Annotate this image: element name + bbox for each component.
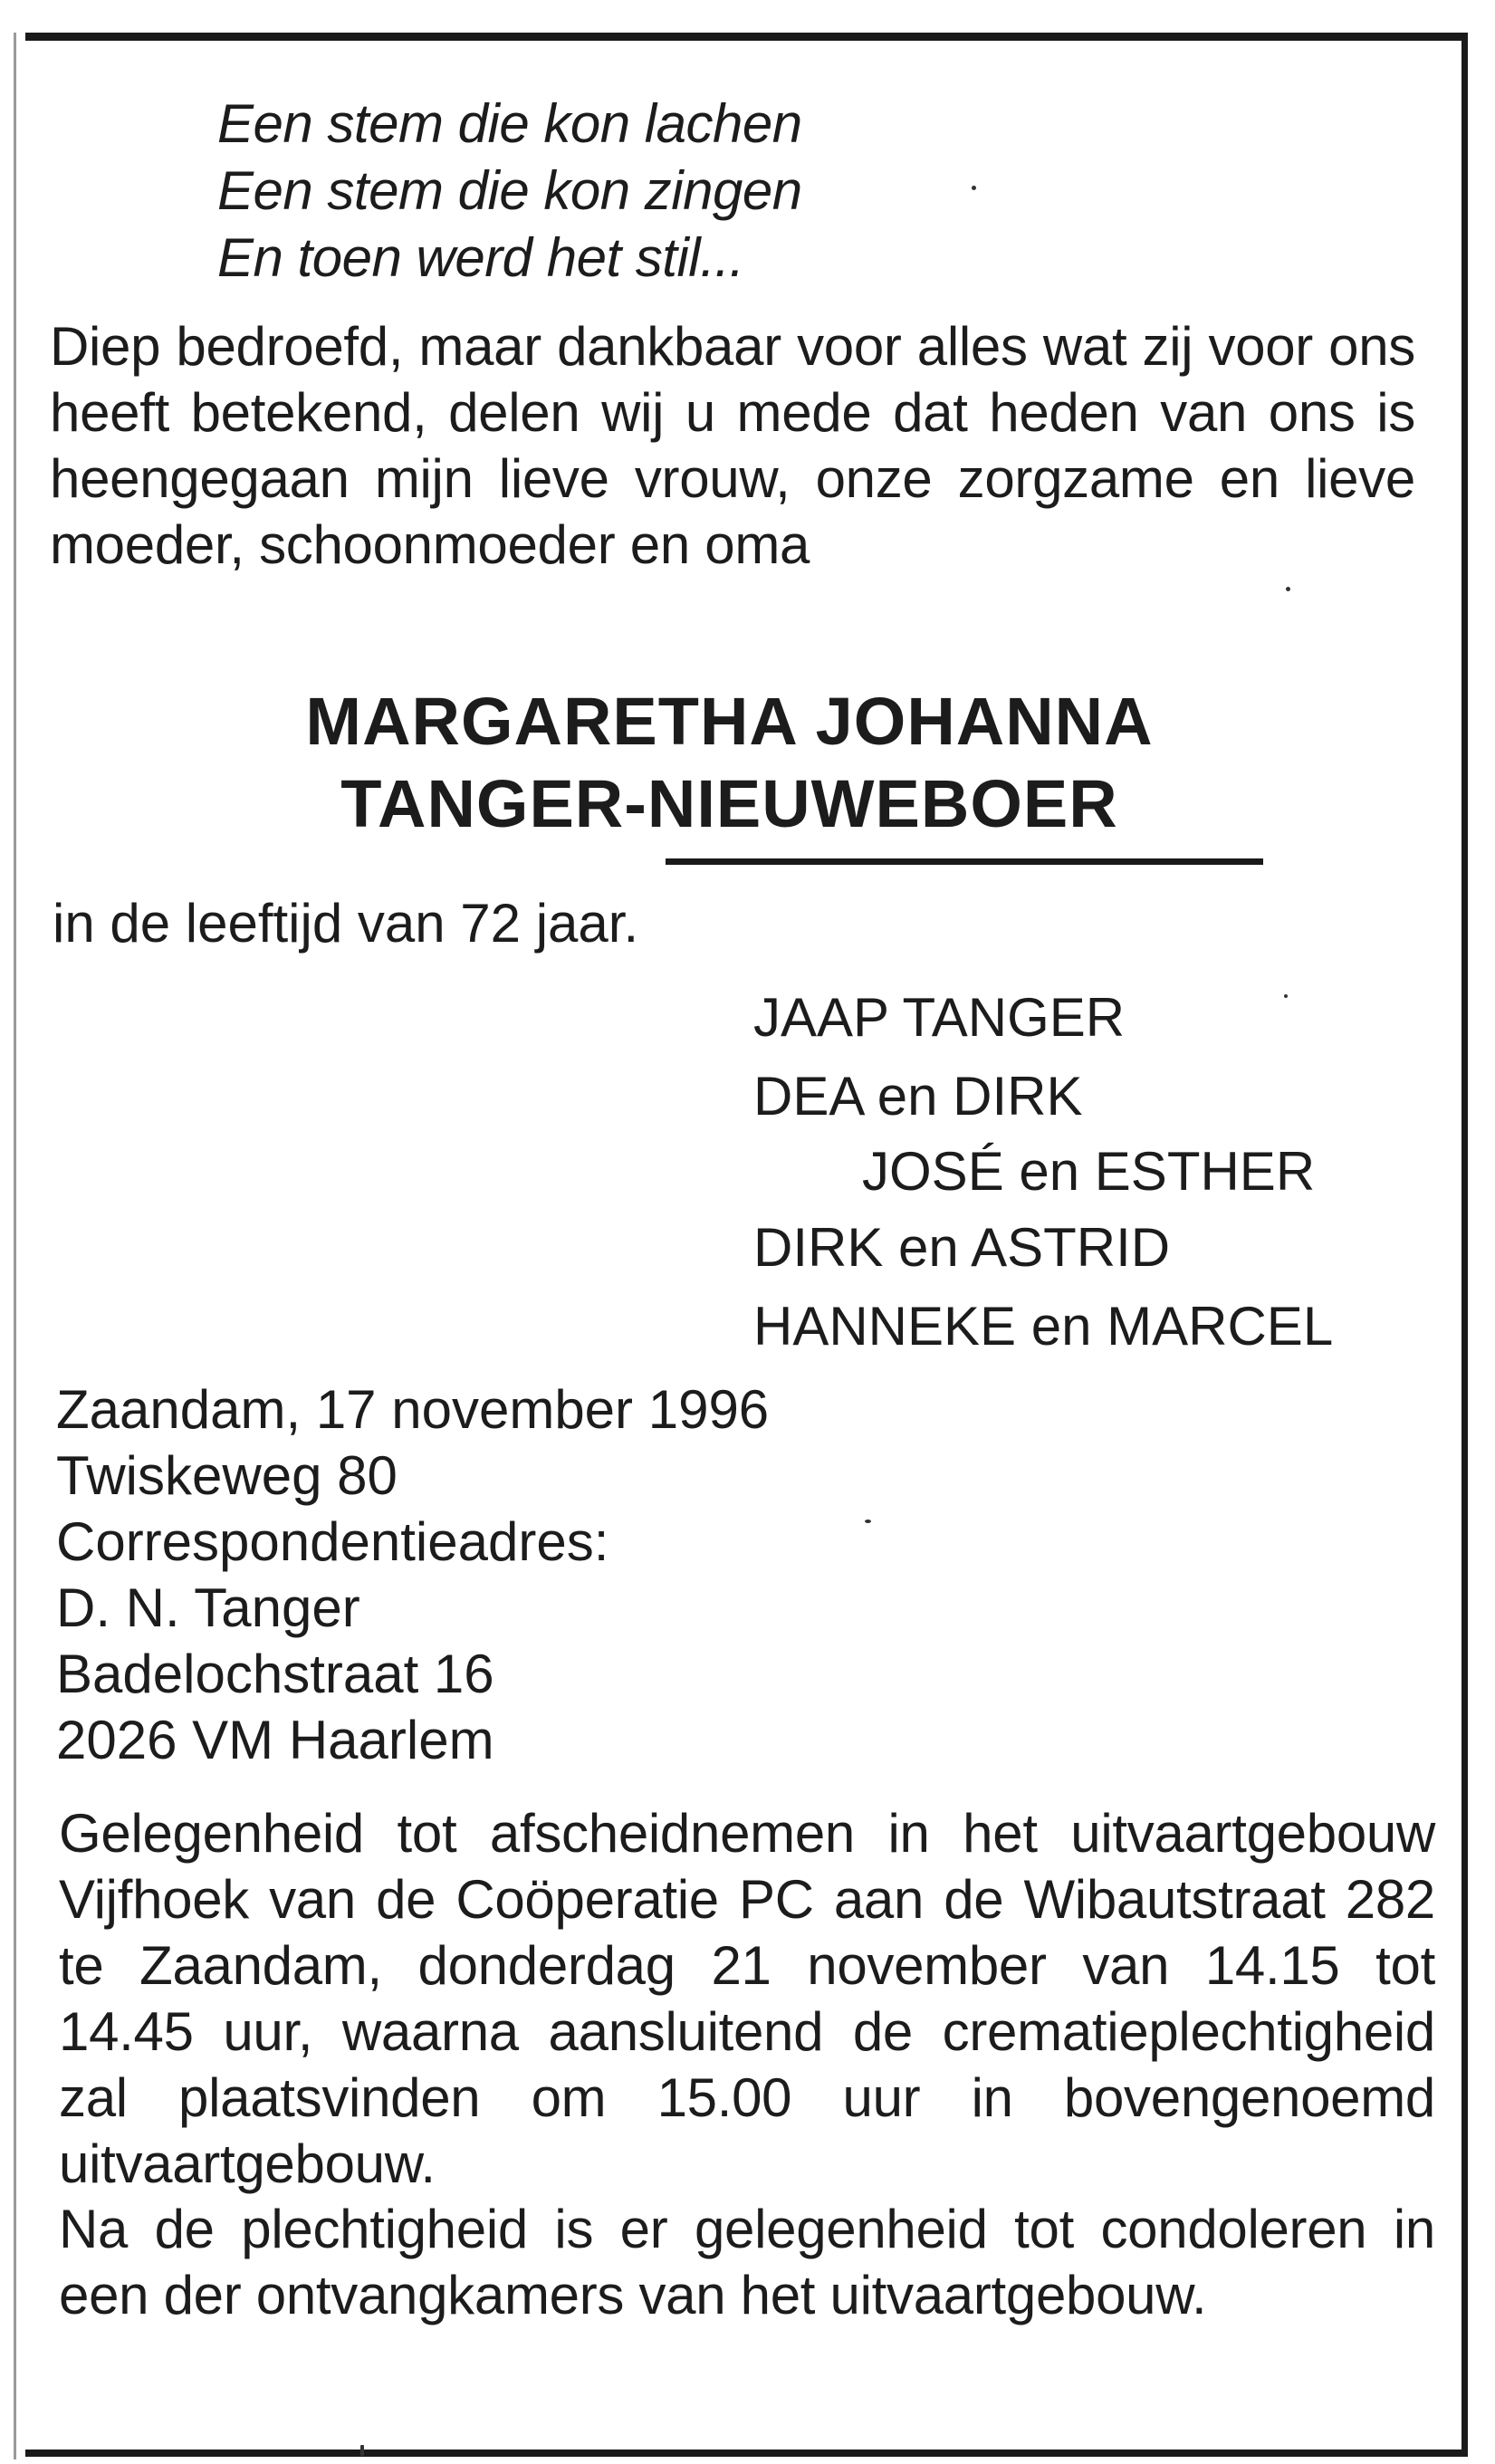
scan-speck [360, 2445, 364, 2456]
poem-line: Een stem die kon zingen [217, 160, 802, 221]
contact-street: Badelochstraat 16 [56, 1644, 494, 1704]
scan-left-edge [14, 33, 16, 2459]
scan-speck [1284, 994, 1288, 998]
place-date: Zaandam, 17 november 1996 [56, 1379, 770, 1440]
family-member: JOSÉ en ESTHER [862, 1141, 1316, 1202]
family-member: DIRK en ASTRID [753, 1217, 1171, 1278]
contact-city: 2026 VM Haarlem [56, 1710, 494, 1770]
condolence-paragraph: Na de plechtigheid is er gelegenheid tot condoleren in een der ontvangkamers van het uitvaartgebouw. [59, 2199, 1435, 2325]
family-member: DEA en DIRK [753, 1066, 1083, 1127]
poem [217, 91, 802, 292]
name-underline [666, 858, 1263, 865]
poem-line: Een stem die kon lachen [217, 93, 802, 154]
age-text: in de leeftijd van 72 jaar. [53, 893, 639, 954]
intro-paragraph: Diep bedroefd, maar dankbaar voor alles wat zij voor ons heeft betekend, delen wij u mede dat heden van ons is heengegaan mijn lieve vrouw, onze zorgzame en lieve moeder, schoonmoeder en oma [50, 316, 1415, 575]
scan-speck [972, 186, 976, 190]
poem-line: En toen werd het stil... [217, 227, 744, 288]
deceased-name-line1: MARGARETHA JOHANNA [305, 684, 1154, 759]
scan-speck [1286, 587, 1290, 591]
deceased-name-line2: TANGER-NIEUWEBOER [340, 766, 1118, 841]
visitation-paragraph: Gelegenheid tot afscheidnemen in het uitvaartgebouw Vijfhoek van de Coöperatie PC aan de Wibautstraat 282 te Zaandam, donderdag 21 november van 14.15 tot 14.45 uur, waarna aansluitend de crematieplechtigheid zal plaatsvinden om 15.00 uur in bovengenoemd uitvaartgebouw. [59, 1803, 1435, 2194]
family-member: HANNEKE en MARCEL [753, 1296, 1334, 1357]
family-member: JAAP TANGER [753, 987, 1126, 1048]
contact-name: D. N. Tanger [56, 1577, 360, 1638]
home-street: Twiskeweg 80 [56, 1445, 398, 1506]
correspondence-label: Correspondentieadres: [56, 1511, 609, 1572]
family-list [753, 978, 1333, 1366]
scan-speck [865, 1520, 871, 1523]
address-block [56, 1376, 769, 1773]
